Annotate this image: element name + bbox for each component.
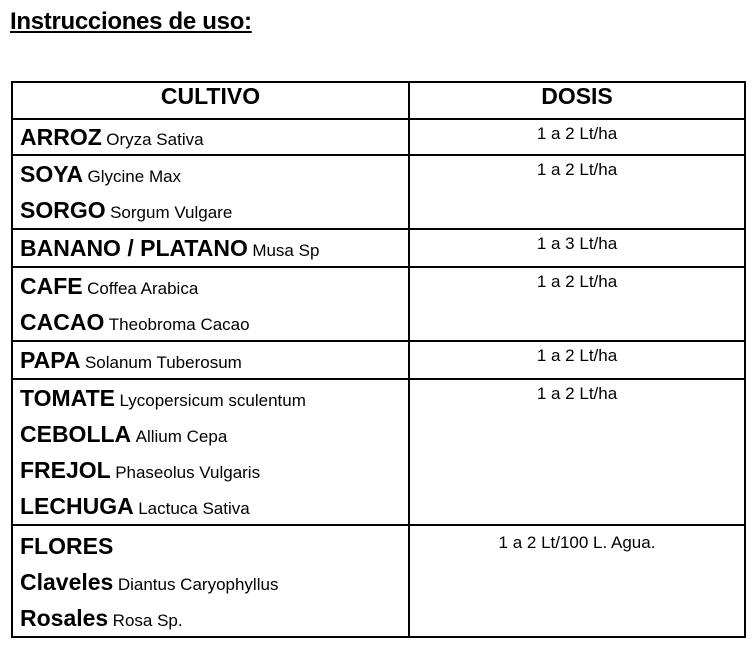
crop-cell xyxy=(12,119,409,155)
usage-table xyxy=(11,81,746,638)
crop-scientific-name: Phaseolus Vulgaris xyxy=(115,463,261,482)
crop-name: Rosales xyxy=(20,605,109,631)
crop-name: Claveles xyxy=(20,569,114,595)
crop-entry xyxy=(20,488,408,524)
crop-cell xyxy=(12,379,409,525)
crop-entry xyxy=(20,268,408,304)
crop-scientific-name: Coffea Arabica xyxy=(87,279,199,298)
crop-cell xyxy=(12,155,409,229)
table-row xyxy=(12,525,745,637)
crop-scientific-name: Sorgum Vulgare xyxy=(110,203,233,222)
dose-cell: 1 a 2 Lt/ha xyxy=(409,341,745,379)
crop-entry xyxy=(20,120,408,154)
crop-name: PAPA xyxy=(20,347,81,373)
crop-cell xyxy=(12,525,409,637)
table-header-row xyxy=(12,82,745,119)
crop-entry xyxy=(20,564,408,600)
crop-name: CAFE xyxy=(20,273,83,299)
crop-cell xyxy=(12,229,409,267)
crop-scientific-name: Oryza Sativa xyxy=(106,130,204,149)
crop-entry xyxy=(20,156,408,192)
dose-cell: 1 a 2 Lt/ha xyxy=(409,119,745,155)
crop-entry xyxy=(20,528,408,564)
crop-scientific-name: Musa Sp xyxy=(252,241,320,260)
crop-name: FREJOL xyxy=(20,457,111,483)
crop-name: SORGO xyxy=(20,197,106,223)
crop-cell xyxy=(12,341,409,379)
crop-scientific-name: Glycine Max xyxy=(87,167,182,186)
crop-cell xyxy=(12,267,409,341)
crop-scientific-name: Diantus Caryophyllus xyxy=(117,575,279,594)
dose-cell: 1 a 2 Lt/ha xyxy=(409,267,745,341)
crop-scientific-name: Allium Cepa xyxy=(135,427,228,446)
crop-name: CACAO xyxy=(20,309,105,335)
crop-entry xyxy=(20,192,408,228)
crop-entry xyxy=(20,304,408,340)
crop-scientific-name: Lycopersicum sculentum xyxy=(119,391,306,410)
table-row xyxy=(12,379,745,525)
crop-name: SOYA xyxy=(20,161,84,187)
crop-scientific-name: Solanum Tuberosum xyxy=(84,353,242,372)
crop-name: FLORES xyxy=(20,533,114,559)
table-row xyxy=(12,341,745,379)
crop-scientific-name: Rosa Sp. xyxy=(112,611,183,630)
dose-cell: 1 a 2 Lt/ha xyxy=(409,379,745,525)
page-title: Instrucciones de uso: xyxy=(10,8,252,35)
crop-entry xyxy=(20,342,408,378)
column-header-dose: DOSIS xyxy=(409,82,745,119)
crop-name: LECHUGA xyxy=(20,493,134,519)
crop-scientific-name: Lactuca Sativa xyxy=(138,499,250,518)
dose-cell: 1 a 2 Lt/ha xyxy=(409,155,745,229)
column-header-crop: CULTIVO xyxy=(12,82,409,119)
crop-entry xyxy=(20,416,408,452)
crop-entry xyxy=(20,452,408,488)
crop-scientific-name: Theobroma Cacao xyxy=(108,315,250,334)
crop-name: CEBOLLA xyxy=(20,421,132,447)
table-row xyxy=(12,267,745,341)
crop-entry xyxy=(20,600,408,636)
crop-name: ARROZ xyxy=(20,124,102,150)
crop-name: TOMATE xyxy=(20,385,115,411)
table-row xyxy=(12,155,745,229)
crop-name: BANANO / PLATANO xyxy=(20,235,248,261)
dose-cell: 1 a 3 Lt/ha xyxy=(409,229,745,267)
crop-entry xyxy=(20,230,408,266)
table-row xyxy=(12,229,745,267)
dose-cell: 1 a 2 Lt/100 L. Agua. xyxy=(409,525,745,637)
table-row xyxy=(12,119,745,155)
crop-entry xyxy=(20,380,408,416)
